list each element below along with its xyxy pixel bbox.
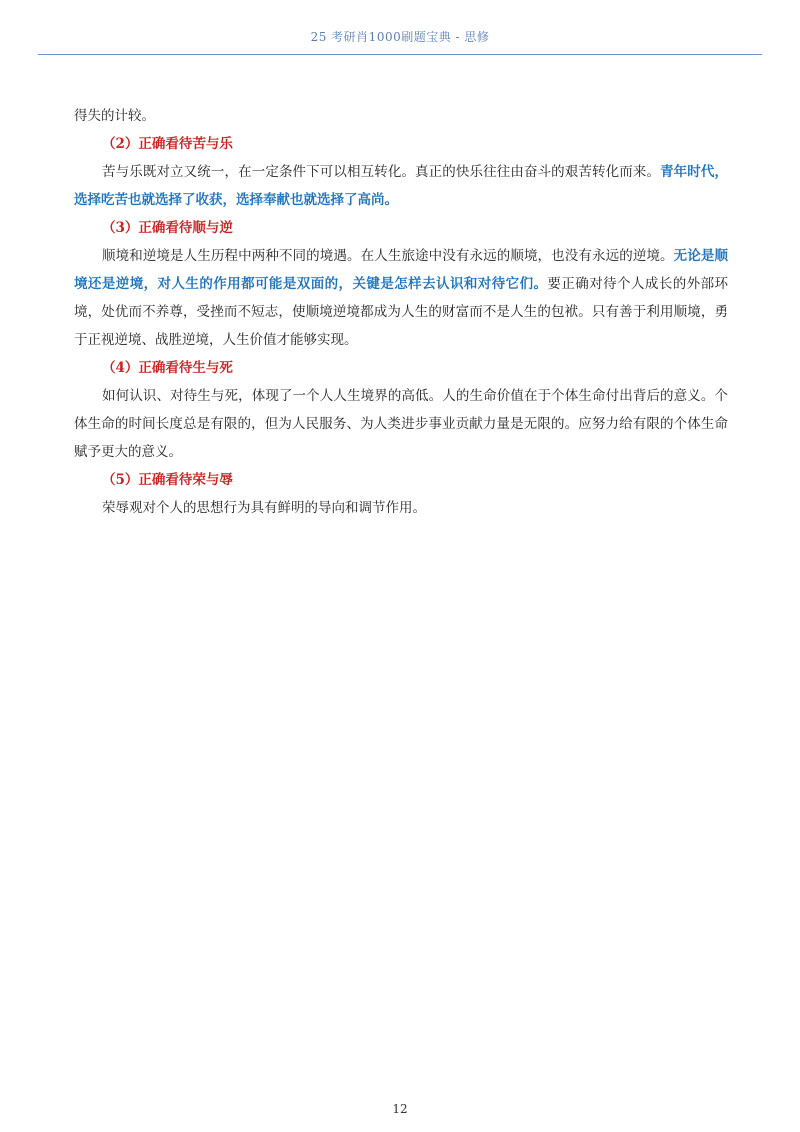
paragraph-text: 顺境和逆境是人生历程中两种不同的境遇。在人生旅途中没有永远的顺境，也没有永远的逆境。 <box>102 248 674 264</box>
opening-line: 得失的计较。 <box>74 108 155 124</box>
header-divider <box>38 54 762 55</box>
paragraph-favorable-adverse <box>74 242 728 354</box>
section-heading-favorable-adverse: （3）正确看待顺与逆 <box>102 220 233 236</box>
page-header-title: 25 考研肖1000刷题宝典 - 思修 <box>310 30 490 44</box>
paragraph-text-continued: 要正确对待个人成长的外部环境，处优而不养尊，受挫而不短志，使顺境逆境都成为人生的财富而不是人生的包袱。只有善于利用顺境，勇于正视逆境、战胜逆境，人生价值才能够实现。 <box>74 276 729 348</box>
paragraph-text: 苦与乐既对立又统一，在一定条件下可以相互转化。真正的快乐往往由奋斗的艰苦转化而来。 <box>102 164 661 180</box>
highlight-text: 无论是顺境还是逆境，对人生的作用都可能是双面的，关键是怎样去认识和对待它们。 <box>74 248 729 292</box>
section-heading-bitter-joy: （2）正确看待苦与乐 <box>102 136 233 152</box>
paragraph-text: 荣辱观对个人的思想行为具有鲜明的导向和调节作用。 <box>102 500 426 516</box>
highlight-text: 青年时代，选择吃苦也就选择了收获，选择奉献也就选择了高尚。 <box>74 164 729 208</box>
document-body <box>74 102 728 522</box>
paragraph-text: 如何认识、对待生与死，体现了一个人人生境界的高低。人的生命价值在于个体生命付出背后的意义。个体生命的时间长度总是有限的，但为人民服务、为人类进步事业贡献力量是无限的。应努力给有限的个体生命赋予更大的意义。 <box>74 388 728 460</box>
paragraph-bitter-joy <box>74 158 728 214</box>
paragraph-life-death <box>74 382 728 466</box>
section-heading-honor-disgrace: （5）正确看待荣与辱 <box>102 472 233 488</box>
section-heading-life-death: （4）正确看待生与死 <box>102 360 233 376</box>
paragraph-honor-disgrace <box>74 494 728 522</box>
page-number: 12 <box>392 1102 408 1116</box>
